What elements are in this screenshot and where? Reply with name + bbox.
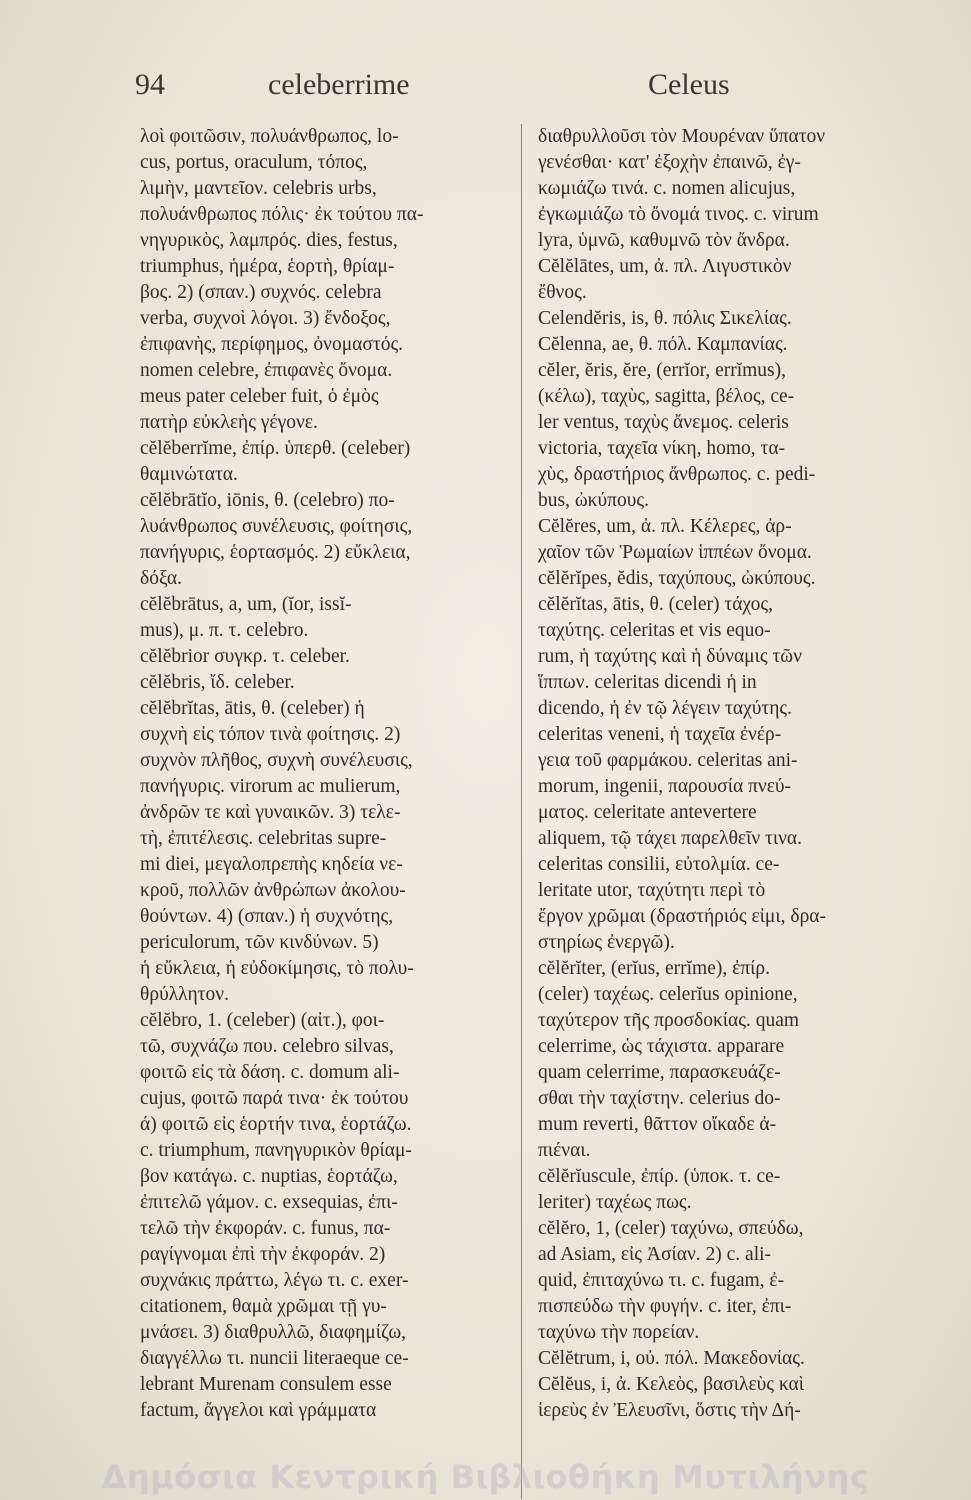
text-line: ἡ εὔκλεια, ἡ εὐδοκίμησις, τὸ πολυ- xyxy=(140,958,414,979)
text-line: cĕlĕrĭuscule, ἐπίρ. (ὑποκ. τ. ce- xyxy=(538,1166,781,1187)
text-line: aliquem, τῷ τάχει παρελθεῖν τινα. xyxy=(538,828,803,849)
text-line: Cĕlenna, ae, θ. πόλ. Καμπανίας. xyxy=(538,334,788,355)
text-line: λοὶ φοιτῶσιν, πολυάνθρωπος, lo- xyxy=(140,126,399,147)
text-line: ler ventus, ταχὺς ἄνεμος. celeris xyxy=(538,412,789,433)
text-line: ταχύτερον τῆς προσδοκίας. quam xyxy=(538,1010,800,1031)
text-line: cĕlĕberrĭme, ἐπίρ. ὑπερθ. (celeber) xyxy=(140,438,411,459)
text-line: ἔθνος. xyxy=(538,282,587,303)
text-line: γεια τοῦ φαρμάκου. celeritas ani- xyxy=(538,750,798,771)
text-line: ταχύτης. celeritas et vis equo- xyxy=(538,620,771,641)
text-line: Cĕlĕtrum, i, οὐ. πόλ. Μακεδονίας. xyxy=(538,1348,805,1369)
text-line: χὺς, δραστήριος ἄνθρωπος. c. pedi- xyxy=(538,464,816,485)
text-line: Cĕlĕus, i, ἀ. Κελεὸς, βασιλεὺς καὶ xyxy=(538,1374,805,1395)
running-headword-left: celeberrime xyxy=(268,68,410,101)
text-line: meus pater celeber fuit, ὁ ἐμὸς xyxy=(140,386,379,407)
text-line: λιμὴν, μαντεῖον. celebris urbs, xyxy=(140,178,377,199)
text-line: στηρίως ἐνεργῶ). xyxy=(538,932,675,953)
text-line: ραγίγνομαι ἐπὶ τὴν ἐκφοράν. 2) xyxy=(140,1244,386,1265)
text-line: factum, ἄγγελοι καὶ γράμματα xyxy=(140,1400,377,1421)
text-line: Celendĕris, is, θ. πόλις Σικελίας. xyxy=(538,308,792,329)
text-line: πισπεύδω τὴν φυγήν. c. iter, ἐπι- xyxy=(538,1296,792,1317)
text-line: συχνὸν πλῆθος, συχνὴ συνέλευσις, xyxy=(140,750,413,771)
text-line: mum reverti, θᾶττον οἴκαδε ἀ- xyxy=(538,1114,777,1135)
right-column xyxy=(538,124,918,1424)
text-line: cĕlĕbrātus, a, um, (ĭor, issĭ- xyxy=(140,594,352,615)
text-line: ἐγκωμιάζω τὸ ὄνομά τινος. c. virum xyxy=(538,204,819,225)
text-line: ματος. celeritate antevertere xyxy=(538,802,757,823)
text-line: ἀνδρῶν τε καὶ γυναικῶν. 3) τελε- xyxy=(140,802,401,823)
text-line: σθαι τὴν ταχίστην. celerius do- xyxy=(538,1088,781,1109)
text-line: cĕlĕbrĭtas, ātis, θ. (celeber) ἡ xyxy=(140,698,365,719)
text-line: βον κατάγω. c. nuptias, ἑορτάζω, xyxy=(140,1166,398,1187)
text-line: πιέναι. xyxy=(538,1140,591,1161)
text-line: celerrime, ὡς τάχιστα. apparare xyxy=(538,1036,785,1057)
text-line: λυάνθρωπος συνέλευσις, φοίτησις, xyxy=(140,516,413,537)
text-line: mus), μ. π. τ. celebro. xyxy=(140,620,309,641)
text-line: citationem, θαμὰ χρῶμαι τῇ γυ- xyxy=(140,1296,387,1317)
text-line: διαθρυλλοῦσι τὸν Μουρέναν ὕπατον xyxy=(538,126,826,147)
text-line: θρύλλητον. xyxy=(140,984,229,1005)
text-line: celeritas veneni, ἡ ταχεῖα ἐνέρ- xyxy=(538,724,782,745)
text-line: (celer) ταχέως. celerĭus opinione, xyxy=(538,984,798,1005)
text-line: ad Asiam, εἰς Ἀσίαν. 2) c. ali- xyxy=(538,1244,772,1265)
text-line: periculorum, τῶν κινδύνων. 5) xyxy=(140,932,379,953)
text-line: ά) φοιτῶ εἰς ἑορτήν τινα, ἑορτάζω. xyxy=(140,1114,412,1135)
text-line: cĕlĕro, 1, (celer) ταχύνω, σπεύδω, xyxy=(538,1218,804,1239)
text-line: τελῶ τὴν ἐκφοράν. c. funus, πα- xyxy=(140,1218,391,1239)
text-line: κωμιάζω τινά. c. nomen alicujus, xyxy=(538,178,796,199)
text-line: c. triumphum, πανηγυρικὸν θρίαμ- xyxy=(140,1140,412,1161)
page-header xyxy=(0,68,971,118)
text-line: πανήγυρις, ἑορτασμός. 2) εὔκλεια, xyxy=(140,542,411,563)
text-line: συχνάκις πράττω, λέγω τι. c. exer- xyxy=(140,1270,409,1291)
text-line: verba, συχνοὶ λόγοι. 3) ἔνδοξος, xyxy=(140,308,391,329)
text-line: ἐπιφανὴς, περίφημος, ὀνομαστός. xyxy=(140,334,404,355)
text-line: διαγγέλλω τι. nuncii literaeque ce- xyxy=(140,1348,409,1369)
text-line: bus, ὠκύπους. xyxy=(538,490,650,511)
text-line: nomen celebre, ἐπιφανὲς ὄνομα. xyxy=(140,360,393,381)
text-line: δόξα. xyxy=(140,568,182,589)
text-line: ἵππων. celeritas dicendi ἡ in xyxy=(538,672,757,693)
text-line: morum, ingenii, παρουσία πνεύ- xyxy=(538,776,792,797)
text-line: νηγυρικὸς, λαμπρός. dies, festus, xyxy=(140,230,398,251)
text-line: cĕler, ĕris, ĕre, (errĭor, errĭmus), xyxy=(538,360,787,381)
text-line: quid, ἐπιταχύνω τι. c. fugam, ἐ- xyxy=(538,1270,785,1291)
text-line: cus, portus, oraculum, τόπος, xyxy=(140,152,368,173)
text-line: βος. 2) (σπαν.) συχνός. celebra xyxy=(140,282,382,303)
text-line: celeritas consilii, εὐτολμία. ce- xyxy=(538,854,780,875)
text-line: φοιτῶ εἰς τὰ δάση. c. domum ali- xyxy=(140,1062,400,1083)
text-line: (κέλω), ταχὺς, sagitta, βέλος, ce- xyxy=(538,386,795,407)
text-line: Cĕlĕlātes, um, ἀ. πλ. Λιγυστικὸν xyxy=(538,256,792,277)
text-line: ἐπιτελῶ γάμον. c. exsequias, ἐπι- xyxy=(140,1192,398,1213)
text-line: rum, ἡ ταχύτης καὶ ἡ δύναμις τῶν xyxy=(538,646,802,667)
text-line: triumphus, ἡμέρα, ἑορτὴ, θρίαμ- xyxy=(140,256,395,277)
page-number: 94 xyxy=(135,68,165,101)
text-line: θαμινώτατα. xyxy=(140,464,238,485)
text-line: cĕlĕbrior συγκρ. τ. celeber. xyxy=(140,646,350,667)
text-line: quam celerrime, παρασκευάζε- xyxy=(538,1062,781,1083)
text-line: cĕlĕbris, ἴδ. celeber. xyxy=(140,672,295,693)
text-line: κροῦ, πολλῶν ἀνθρώπων ἀκολου- xyxy=(140,880,406,901)
text-line: leritate utor, ταχύτητι περὶ τὸ xyxy=(538,880,766,901)
text-line: ταχύνω τὴν πορείαν. xyxy=(538,1322,700,1343)
text-line: cĕlĕbro, 1. (celeber) (αἰτ.), φοι- xyxy=(140,1010,385,1031)
text-line: γενέσθαι· κατ' ἐξοχὴν ἐπαινῶ, ἐγ- xyxy=(538,152,801,173)
text-line: cĕlĕrĭter, (erĭus, errĭme), ἐπίρ. xyxy=(538,958,770,979)
text-line: victoria, ταχεῖα νίκη, homo, τα- xyxy=(538,438,786,459)
text-line: πανήγυρις. virorum ac mulierum, xyxy=(140,776,401,797)
text-line: cĕlĕrĭpes, ĕdis, ταχύπους, ὠκύπους. xyxy=(538,568,816,589)
text-line: cĕlĕrĭtas, ātis, θ. (celer) τάχος, xyxy=(538,594,773,615)
text-line: πατὴρ εὐκλεὴς γέγονε. xyxy=(140,412,318,433)
text-line: ἔργον χρῶμαι (δραστήριός εἰμι, δρα- xyxy=(538,906,827,927)
text-line: ἱερεὺς ἐν Ἐλευσῖνι, ὅστις τὴν Δή- xyxy=(538,1400,801,1421)
text-line: lyra, ὑμνῶ, καθυμνῶ τὸν ἄνδρα. xyxy=(538,230,790,251)
text-line: συχνὴ εἰς τόπον τινὰ φοίτησις. 2) xyxy=(140,724,401,745)
text-line: cujus, φοιτῶ παρά τινα· ἐκ τούτου xyxy=(140,1088,409,1109)
text-line: mi diei, μεγαλοπρεπὴς κηδεία νε- xyxy=(140,854,403,875)
text-line: χαῖον τῶν Ῥωμαίων ἱππέων ὄνομα. xyxy=(538,542,812,563)
text-line: cĕlĕbrātĭo, iōnis, θ. (celebro) πο- xyxy=(140,490,395,511)
text-line: θούντων. 4) (σπαν.) ἡ συχνότης, xyxy=(140,906,394,927)
left-column xyxy=(140,124,512,1424)
text-line: τὴ, ἐπιτέλεσις. celebritas supre- xyxy=(140,828,387,849)
text-line: leriter) ταχέως πως. xyxy=(538,1192,692,1213)
text-line: μνάσει. 3) διαθρυλλῶ, διαφημίζω, xyxy=(140,1322,407,1343)
library-watermark: Δημόσια Κεντρική Βιβλιοθήκη Μυτιλήνης xyxy=(101,1458,870,1496)
text-line: Cĕlĕres, um, ἀ. πλ. Κέλερες, ἀρ- xyxy=(538,516,792,537)
text-line: πολυάνθρωπος πόλις· ἐκ τούτου πα- xyxy=(140,204,424,225)
running-headword-right: Celeus xyxy=(648,68,730,101)
text-line: lebrant Murenam consulem esse xyxy=(140,1374,392,1395)
text-line: τῶ, συχνάζω που. celebro silvas, xyxy=(140,1036,394,1057)
text-line: dicendo, ἡ ἐν τῷ λέγειν ταχύτης. xyxy=(538,698,793,719)
column-divider xyxy=(521,124,522,1499)
